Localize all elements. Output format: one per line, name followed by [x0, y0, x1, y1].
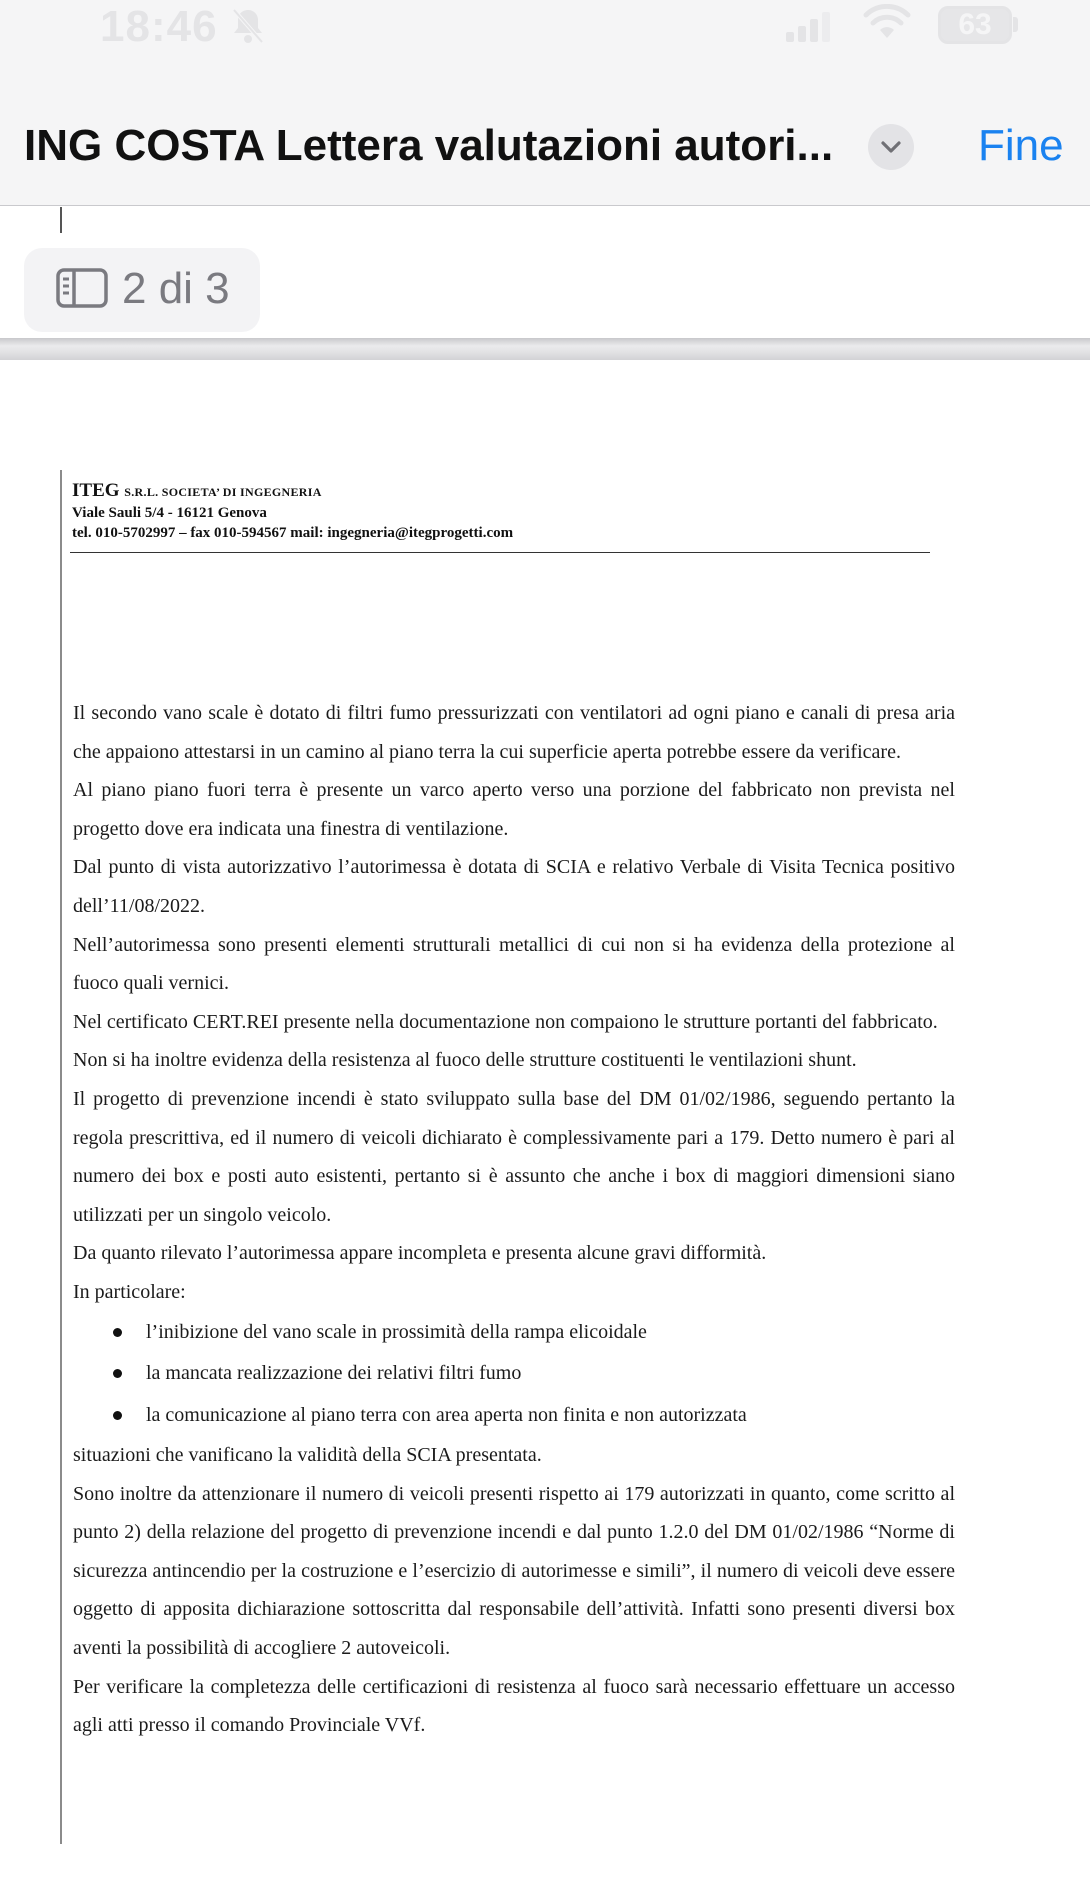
company-contacts: tel. 010-5702997 – fax 010-594567 mail: ingegneria@itegprogetti.com	[72, 525, 514, 541]
letterhead	[72, 480, 932, 543]
paragraph: Nel certificato CERT.REI presente nella documentazione non compaiono le strutture portanti del fabbricato.	[73, 1010, 938, 1033]
bullet-dot	[113, 1411, 122, 1420]
page-counter: 2 di 3	[122, 264, 230, 313]
bullet-text: la mancata realizzazione dei relativi filtri fumo	[146, 1362, 522, 1384]
bullet-item	[73, 1353, 955, 1395]
page-separator	[0, 338, 1090, 360]
bell-slash-icon	[228, 6, 268, 46]
company-subtitle: S.R.L. SOCIETA’ DI INGEGNERIA	[124, 485, 322, 499]
top-bar	[0, 0, 1090, 206]
paragraph: Non si ha inoltre evidenza della resistenza al fuoco delle strutture costituenti le ventilazioni shunt.	[73, 1049, 857, 1072]
paragraph: Il progetto di prevenzione incendi è stato sviluppato sulla base del DM 01/02/1986, seguendo pertanto la regola prescrittiva, ed il numero di veicoli dichiarato è complessivamente pari a 179. Detto numero è pari al numero dei box e posti auto esistenti, pertanto si è assunto che anche i box di maggiori dimensioni siano utilizzati per un singolo veicolo.	[73, 1087, 955, 1226]
letter-body	[73, 694, 955, 1745]
battery-icon: 63	[938, 6, 1012, 44]
wifi-icon	[862, 4, 912, 40]
sidebar-thumbnails-icon	[56, 268, 108, 308]
letterhead-rule	[70, 552, 930, 553]
paragraph: In particolare:	[73, 1280, 186, 1303]
battery-tip	[1013, 17, 1018, 32]
document-title[interactable]: ING COSTA Lettera valutazioni autori...	[24, 121, 834, 170]
page-indicator[interactable]	[24, 248, 260, 332]
letterhead-company-line	[72, 480, 932, 503]
status-time: 18:46	[100, 2, 218, 51]
company-address: Viale Sauli 5/4 - 16121 Genova	[72, 505, 267, 521]
bullet-list	[73, 1312, 955, 1437]
bullet-dot	[113, 1369, 122, 1378]
paragraph: Al piano piano fuori terra è presente un varco aperto verso una porzione del fabbricato non prevista nel progetto dove era indicata una finestra di ventilazione.	[73, 779, 955, 840]
paragraph: Sono inoltre da attenzionare il numero di veicoli presenti rispetto ai 179 autorizzati in quanto, come scritto al punto 2) della relazione del progetto di prevenzione incendi e dal punto 1.2.0 del DM 01/02/1986 “Norme di sicurezza antincendio per la costruzione e l’esercizio di autorimesse e simili”, il numero di veicoli deve essere oggetto di apposita dichiarazione sottoscritta dal responsabile dell’attività. Infatti sono presenti diversi box aventi la possibilità di accogliere 2 autoveicoli.	[73, 1482, 955, 1659]
paragraph: Da quanto rilevato l’autorimessa appare incompleta e presenta alcune gravi difformità.	[73, 1242, 767, 1265]
paragraph: situazioni che vanificano la validità della SCIA presentata.	[73, 1444, 542, 1466]
text-cursor	[60, 207, 62, 233]
cellular-signal-icon	[786, 12, 830, 42]
bullet-text: l’inibizione del vano scale in prossimità della rampa elicoidale	[146, 1320, 647, 1343]
bullet-item	[73, 1312, 955, 1354]
bullet-item	[73, 1395, 955, 1437]
paragraph: Dal punto di vista autorizzativo l’autorimessa è dotata di SCIA e relativo Verbale di Visita Tecnica positivo dell’11/08/2022.	[73, 856, 955, 917]
paragraph: Il secondo vano scale è dotato di filtri fumo pressurizzati con ventilatori ad ogni piano e canali di presa aria che appaiono attestarsi in un camino al piano terra la cui superficie aperta potrebbe essere da verificare.	[73, 702, 955, 763]
margin-line	[60, 470, 62, 1844]
status-bar	[0, 0, 1090, 52]
paragraph: Nell’autorimessa sono presenti elementi strutturali metallici di cui non si ha evidenza della protezione al fuoco quali vernici.	[73, 933, 955, 995]
bullet-text: la comunicazione al piano terra con area aperta non finita e non autorizzata	[146, 1403, 747, 1426]
title-menu-button[interactable]	[868, 124, 914, 170]
company-name: ITEG	[72, 480, 120, 501]
bullet-dot	[113, 1328, 122, 1337]
chevron-down-icon	[879, 136, 903, 158]
document-page	[0, 360, 1090, 1899]
done-button[interactable]: Fine	[978, 121, 1064, 170]
paragraph: Per verificare la completezza delle certificazioni di resistenza al fuoco sarà necessario effettuare un accesso agli atti presso il comando Provinciale VVf.	[73, 1675, 955, 1737]
